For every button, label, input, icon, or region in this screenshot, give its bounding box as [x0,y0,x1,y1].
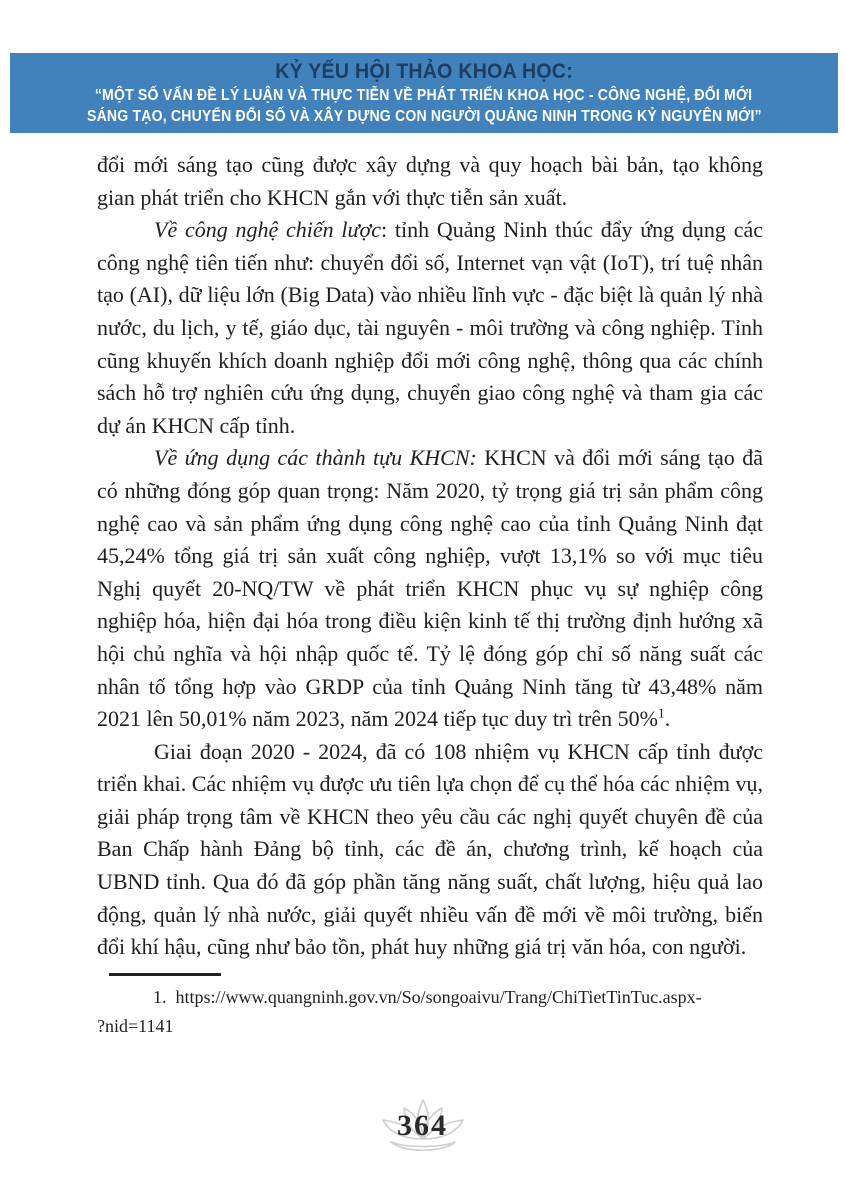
paragraph-1: đổi mới sáng tạo cũng được xây dựng và quy hoạch bài bản, tạo không gian phát triển cho KHCN gắn với thực tiễn sản xuất. [97,152,763,210]
footnote-url-part1: https://www.quangninh.gov.vn/So/songoaivu/Trang/ChiTietTinTuc.aspx- [175,986,702,1007]
footnote-ref: 1 [657,705,665,721]
article-body [97,149,763,964]
paragraph-3: Về ứng dụng các thành tựu KHCN: KHCN và đổi mới sáng tạo đã có những đóng góp quan trọng: Năm 2020, tỷ trọng giá trị sản phẩm công nghệ cao và sản phẩm ứng dụng công nghệ cao của tỉnh Quảng Ninh đạt 45,24% tổng giá trị sản xuất công nghiệp, vượt 13,1% so với mục tiêu Nghị quyết 20-NQ/TW về phát triển KHCN phục vụ sự nghiệp công nghiệp hóa, hiện đại hóa trong điều kiện kinh tế thị trường định hướng xã hội chủ nghĩa và hội nhập quốc tế. Tỷ lệ đóng góp chỉ số năng suất các nhân tố tổng hợp vào GRDP của tỉnh Quảng Ninh tăng từ 43,48% năm 2021 lên 50,01% năm 2023, năm 2024 tiếp tục duy trì trên 50%$^1$. [97,445,763,732]
paragraph-4: Giai đoạn 2020 - 2024, đã có 108 nhiệm vụ KHCN cấp tỉnh được triển khai. Các nhiệm vụ được ưu tiên lựa chọn để cụ thể hóa các nhiệm vụ, giải pháp trọng tâm về KHCN theo yêu cầu các nghị quyết chuyên đề của Ban Chấp hành Đảng bộ tỉnh, các đề án, chương trình, kế hoạch của UBND tỉnh. Qua đó đã góp phần tăng năng suất, chất lượng, hiệu quả lao động, quản lý nhà nước, giải quyết nhiều vấn đề mới về môi trường, biến đổi khí hậu, cũng như bảo tồn, phát huy những giá trị văn hóa, con người. [97,738,763,960]
footnote [97,983,763,1041]
article-content [97,149,763,1041]
page-number: 364 [397,1109,448,1142]
page-footer [0,1096,845,1158]
conference-subtitle-line2: SÁNG TẠO, CHUYỂN ĐỔI SỐ VÀ XÂY DỰNG CON NGƯỜI QUẢNG NINH TRONG KỶ NGUYÊN MỚI” [86,108,762,125]
conference-header-banner [10,53,838,133]
footnote-line1 [97,983,763,1012]
footnote-divider [109,973,221,976]
paragraph-2: Về công nghệ chiến lược: tỉnh Quảng Ninh thúc đẩy ứng dụng các công nghệ tiên tiến như: chuyển đổi số, Internet vạn vật (IoT), trí tuệ nhân tạo (AI), dữ liệu lớn (Big Data) vào nhiều lĩnh vực - đặc biệt là quản lý nhà nước, du lịch, y tế, giáo dục, tài nguyên - môi trường và công nghiệp. Tỉnh cũng khuyến khích doanh nghiệp đổi mới công nghệ, thông qua các chính sách hỗ trợ nghiên cứu ứng dụng, chuyển giao công nghệ và tham gia các dự án KHCN cấp tỉnh. [97,217,763,438]
conference-subtitle-line1: “MỘT SỐ VẤN ĐỀ LÝ LUẬN VÀ THỰC TIỄN VỀ PHÁT TRIỂN KHOA HỌC - CÔNG NGHỆ, ĐỔI MỚI [95,87,753,104]
page-number-ornament [373,1096,473,1158]
conference-title: KỶ YẾU HỘI THẢO KHOA HỌC: [275,60,573,83]
footnote-marker: 1. [153,986,167,1007]
footnote-url-part2: ?nid=1141 [97,1015,174,1036]
